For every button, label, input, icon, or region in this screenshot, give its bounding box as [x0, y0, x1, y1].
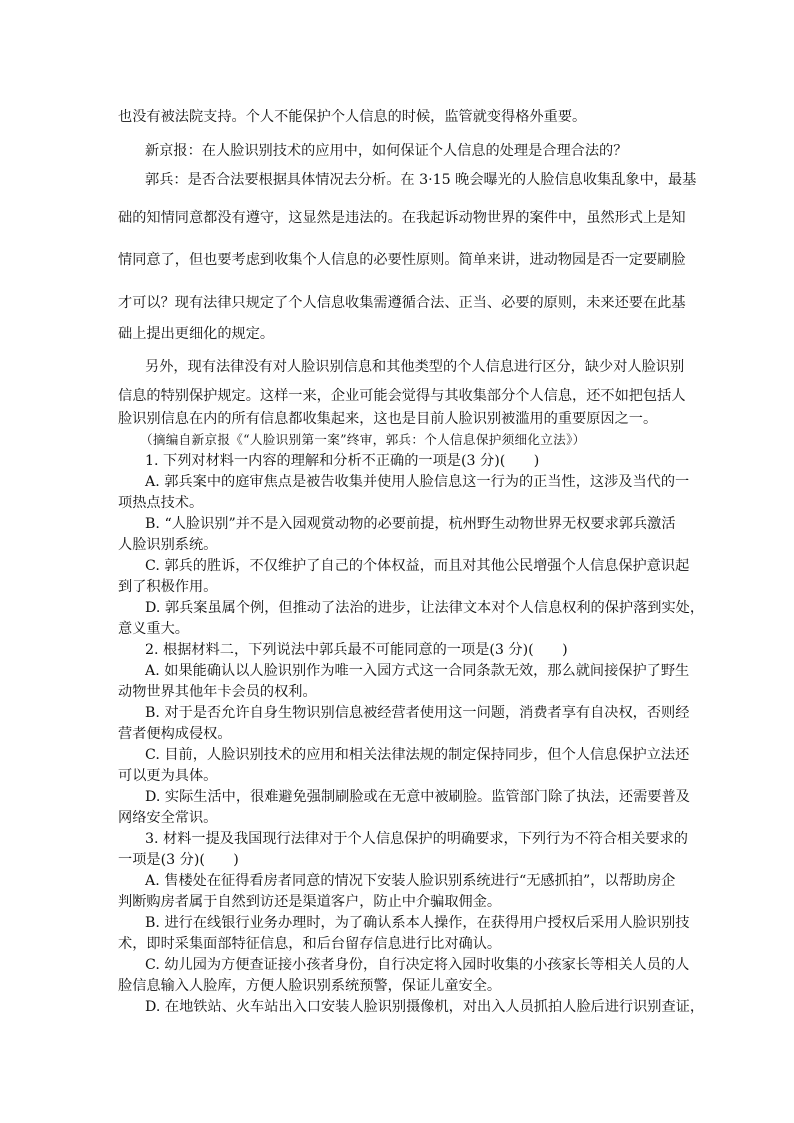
option-d: D. 实际生活中，很难避免强制刷脸或在无意中被刷脸。监管部门除了执法，还需要普及: [145, 789, 690, 805]
option-a: A. 如果能确认以人脸识别作为唯一入园方式这一合同条款无效，那么就间接保护了野生: [145, 663, 690, 679]
option-a: A. 售楼处在征得看房者同意的情况下安装人脸识别系统进行“无感抓拍”，以帮助房企: [145, 873, 676, 889]
question-2: 2. 根据材料二，下列说法中郭兵最不可能同意的一项是(3 分)( ): [145, 642, 568, 658]
text-line: 判断购房者属于自然到访还是渠道客户，防止中介骗取佣金。: [118, 894, 502, 910]
text-line: 营者便构成侵权。: [118, 726, 232, 742]
text-line: 另外，现有法律没有对人脸识别信息和其他类型的个人信息进行区分，缺少对人脸识别: [145, 359, 685, 375]
text-line: 新京报：在人脸识别技术的应用中，如何保证个人信息的处理是合理合法的？: [145, 143, 628, 159]
text-line: 也没有被法院支持。个人不能保护个人信息的时候，监管就变得格外重要。: [118, 109, 587, 125]
text-line: 意义重大。: [118, 621, 189, 637]
option-b: B. “人脸识别”并不是入园观赏动物的必要前提，杭州野生动物世界无权要求郭兵激活: [145, 516, 676, 532]
option-d: D. 郭兵案虽属个例，但推动了法治的进步，让法律文本对个人信息权利的保护落到实处，: [145, 600, 705, 616]
option-c: C. 幼儿园为方便查证接小孩者身份，自行决定将入园时收集的小孩家长等相关人员的人: [145, 957, 690, 973]
option-d: D. 在地铁站、火车站出入口安装人脸识别摄像机，对出入人员抓拍人脸后进行识别查证，: [145, 999, 705, 1015]
option-a: A. 郭兵案中的庭审焦点是被告收集并使用人脸信息这一行为的正当性，这涉及当代的一: [145, 474, 690, 490]
text-line: 郭兵：是否合法要根据具体情况去分析。在 3·15 晚会曝光的人脸信息收集乱象中，最基: [145, 172, 697, 188]
text-line: 网络安全常识。: [118, 810, 218, 826]
source-citation: （摘编自新京报《“人脸识别第一案”终审，郭兵：个人信息保护须细化立法》）: [140, 432, 586, 447]
option-c: C. 郭兵的胜诉，不仅维护了自己的个体权益，而且对其他公民增强个人信息保护意识起: [145, 558, 690, 574]
question-3: 3. 材料一提及我国现行法律对于个人信息保护的明确要求，下列行为不符合相关要求的: [145, 831, 688, 847]
text-line: 到了积极作用。: [118, 579, 218, 595]
text-line: 脸识别信息在内的所有信息都收集起来，这也是目前人脸识别被滥用的重要原因之一。: [118, 411, 658, 427]
text-line: 人脸识别系统。: [118, 537, 218, 553]
text-line: 一项是(3 分)( ): [118, 852, 239, 868]
option-b: B. 对于是否允许自身生物识别信息被经营者使用这一问题，消费者享有自决权，否则经: [145, 705, 690, 721]
option-b: B. 进行在线银行业务办理时，为了确认系本人操作，在获得用户授权后采用人脸识别技: [145, 915, 690, 931]
option-c: C. 目前，人脸识别技术的应用和相关法律法规的制定保持同步，但个人信息保护立法还: [145, 747, 690, 763]
text-line: 脸信息输入人脸库，方便人脸识别系统预警，保证儿童安全。: [118, 978, 502, 994]
text-line: 可以更为具体。: [118, 768, 218, 784]
text-line: 动物世界其他年卡会员的权利。: [118, 684, 317, 700]
text-line: 础上提出更细化的规定。: [118, 326, 275, 342]
text-line: 信息的特别保护规定。这样一来，企业可能会觉得与其收集部分个人信息，还不如把包括人: [118, 388, 686, 404]
text-line: 情同意了，但也要考虑到收集个人信息的必要性原则。简单来讲，进动物园是否一定要刷脸: [118, 252, 686, 268]
text-line: 才可以？现有法律只规定了个人信息收集需遵循合法、正当、必要的原则，未来还要在此基: [118, 295, 686, 311]
text-line: 础的知情同意都没有遵守，这显然是违法的。在我起诉动物世界的案件中，虽然形式上是知: [118, 210, 686, 226]
question-1: 1. 下列对材料一内容的理解和分析不正确的一项是(3 分)( ): [145, 453, 540, 469]
text-line: 术，即时采集面部特征信息，和后台留存信息进行比对确认。: [118, 936, 502, 952]
text-line: 项热点技术。: [118, 495, 204, 511]
